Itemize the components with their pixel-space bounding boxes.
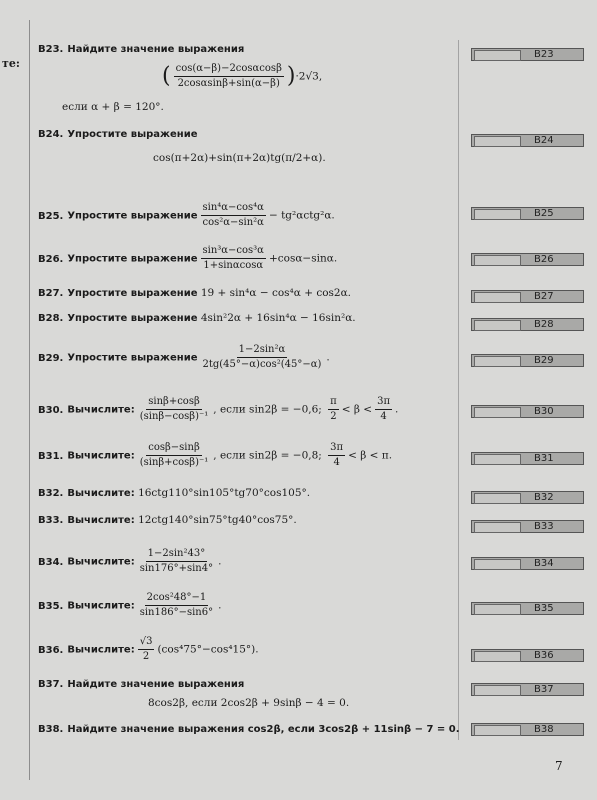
answer-box-b32[interactable] [471,491,584,504]
problem-b34 [38,548,221,575]
problem-number: B23. [38,44,64,55]
answer-cell[interactable] [474,320,521,331]
answer-box-b38[interactable] [471,723,584,736]
fraction-denominator: 4 [380,411,387,422]
problem-b25 [38,202,335,229]
answer-label: B26 [534,254,554,265]
page-number: 7 [555,759,563,773]
expr-tail: . [218,555,222,568]
answer-box-b35[interactable] [471,602,584,615]
problem-number: B28. [38,313,64,324]
answer-box-b27[interactable] [471,290,584,303]
expr-tail: < β < π. [348,449,393,462]
fraction-numerator: cosβ−sinβ [146,442,201,456]
problem-number: B33. [38,515,64,526]
fraction-denominator: cos²α−sin²α [202,217,264,228]
problem-number: B24. [38,129,64,140]
expr-tail: , если sin2β = −0,6; [213,403,322,416]
answer-label: B36 [534,650,554,661]
problem-text: Упростите выражение [67,210,198,222]
problem-text: Вычислите: [67,515,135,526]
expr-tail: . [326,351,330,364]
fraction-numerator: cos(α−β)−2cosαcosβ [174,63,284,77]
problem-text: Найдите значение выражения [67,44,245,55]
answer-cell[interactable] [474,651,521,662]
fraction-numerator: 3π [375,396,392,410]
problem-b26 [38,245,337,272]
answer-box-b37[interactable] [471,683,584,696]
problem-number: B25. [38,210,64,222]
fraction-numerator: sin³α−cos³α [201,245,266,259]
answer-label: B35 [534,603,554,614]
answer-box-b33[interactable] [471,520,584,533]
fraction-numerator: 1−2sin²43° [146,548,208,562]
fraction-numerator: 3π [328,442,345,456]
problem-text: Упростите выражение [67,352,198,364]
fraction-numerator: π [328,396,339,410]
answer-cell[interactable] [474,522,521,533]
problem-b29 [38,344,330,371]
answer-label: B29 [534,355,554,366]
problem-number: B36. [38,644,64,656]
problem-b38 [38,722,460,737]
answer-box-b28[interactable] [471,318,584,331]
problem-b32 [38,486,310,501]
problem-text: Вычислите: [67,404,135,416]
problem-number: B26. [38,253,64,265]
problem-b24-expr: cos(π+2α)+sin(π+2α)tg(π/2+α). [153,152,326,164]
answer-label: B25 [534,208,554,219]
expr-tail: (cos⁴75°−cos⁴15°). [157,643,259,656]
fraction-denominator: (sinβ+cosβ)⁻¹ [139,457,209,468]
answer-box-b30[interactable] [471,405,584,418]
problem-number: B29. [38,352,64,364]
problem-text: Вычислите: [67,644,135,656]
fraction-denominator: 2tg(45°−α)cos²(45°−α) [202,359,322,370]
fraction-numerator: √3 [138,636,155,650]
problem-b28 [38,311,356,326]
answer-cell[interactable] [474,136,521,147]
problem-text: Вычислите: [67,600,135,612]
problem-number: B34. [38,556,64,568]
problem-number: B38. [38,724,64,735]
expr: 4sin²2α + 16sin⁴α − 16sin²α. [200,312,356,324]
problem-b31 [38,442,392,469]
fraction-denominator: sin176°+sin4° [139,563,214,574]
expr-tail: . [218,599,222,612]
fraction-denominator: 4 [333,457,340,468]
answer-cell[interactable] [474,493,521,504]
expr-tail: , если sin2β = −0,8; [213,449,322,462]
problem-b27 [38,286,351,301]
answer-cell[interactable] [474,407,521,418]
problem-text: Вычислите: [67,450,135,462]
answer-label: B24 [534,135,554,146]
answer-label: B37 [534,684,554,695]
answer-box-b24[interactable] [471,134,584,147]
expr: 12ctg140°sin75°tg40°cos75°. [138,514,297,526]
expr-tail: +cosα−sinα. [268,252,338,265]
problem-text: Упростите выражение [67,313,198,324]
answer-label: B38 [534,724,554,735]
problem-b37 [38,677,244,692]
problem-text: Вычислите: [67,556,135,568]
answer-box-b31[interactable] [471,452,584,465]
answer-box-b34[interactable] [471,557,584,570]
problem-number: B32. [38,488,64,499]
answer-cell[interactable] [474,255,521,266]
left-margin-line [29,20,30,780]
fraction-denominator: 1+sinαcosα [203,260,264,271]
problem-b30: B30. Вычислите: $\frac{\sin\beta+\cos\beta}{\text{(sinβ−cosβ)⁻¹}}$ , если sin2β = −0,6; $\frac{\pi}{2}$ < β < $\frac{3\pi}{4}$ . [38,396,399,422]
fraction-denominator: (sinβ−cosβ)⁻¹ [139,411,209,422]
expr-tail: < β < [341,403,373,416]
answer-box-b36[interactable] [471,649,584,662]
answer-label: B31 [534,453,554,464]
answer-label: B23 [534,49,554,60]
answer-cell[interactable] [474,725,521,736]
problem-text: Найдите значение выражения cos2β, если 3cos2β + 11sinβ − 7 = 0. [67,724,460,735]
answer-cell[interactable] [474,50,521,61]
problem-number: B27. [38,288,64,299]
answer-label: B32 [534,492,554,503]
answer-cell[interactable] [474,356,521,367]
problem-b23-cond: если α + β = 120°. [62,101,164,113]
answer-label: B33 [534,521,554,532]
answer-label: B27 [534,291,554,302]
problem-text: Упростите выражение [67,288,198,299]
expr: 16ctg110°sin105°tg70°cos105°. [138,487,311,499]
problem-text: Найдите значение выражения [67,679,245,690]
answer-cell[interactable] [474,454,521,465]
expr-tail: ·2√3, [295,70,323,83]
answer-label: B30 [534,406,554,417]
problem-text: Упростите выражение [67,253,198,265]
answer-cell[interactable] [474,292,521,303]
margin-fragment: те: [2,57,20,70]
problem-b23-expr: ( $\frac{\cos(\alpha-\beta)-2\cos\alpha\cos\beta}{2\cos\alpha\sin\beta+\sin(\alpha-\beta)}$ )·2√3, [162,63,323,89]
answer-box-b26[interactable] [471,253,584,266]
answer-box-b25[interactable] [471,207,584,220]
problem-text: Упростите выражение [67,129,198,140]
fraction-denominator: sin186°−sin6° [139,607,214,618]
answer-label: B28 [534,319,554,330]
fraction-denominator: 2cosαsinβ+sin(α−β) [177,78,280,89]
answer-box-b23[interactable] [471,48,584,61]
fraction-numerator: 2cos²48°−1 [145,592,209,606]
fraction-denominator: 2 [142,651,150,662]
problem-b36 [38,636,259,663]
problem-number: B31. [38,450,64,462]
answer-column-divider [458,40,459,740]
answer-box-b29[interactable] [471,354,584,367]
answer-cell[interactable] [474,209,521,220]
answer-label: B34 [534,558,554,569]
problem-b35 [38,592,221,619]
problem-b24 [38,127,198,142]
expr-tail: − tg²αctg²α. [268,209,335,222]
problem-number: B30. [38,404,64,416]
fraction-denominator: 2 [330,411,337,422]
answer-cell[interactable] [474,604,521,615]
problem-text: Вычислите: [67,488,135,499]
answer-cell[interactable] [474,685,521,696]
fraction-numerator: sinβ+cosβ [146,396,201,410]
problem-b37-expr: 8cos2β, если 2cos2β + 9sinβ − 4 = 0. [148,697,350,709]
fraction-numerator: sin⁴α−cos⁴α [201,202,266,216]
problem-b23 [38,42,244,57]
expr: 19 + sin⁴α − cos⁴α + cos2α. [200,287,352,299]
problem-number: B35. [38,600,64,612]
fraction-numerator: 1−2sin²α [237,344,288,358]
problem-number: B37. [38,679,64,690]
problem-b33 [38,513,297,528]
answer-cell[interactable] [474,559,521,570]
